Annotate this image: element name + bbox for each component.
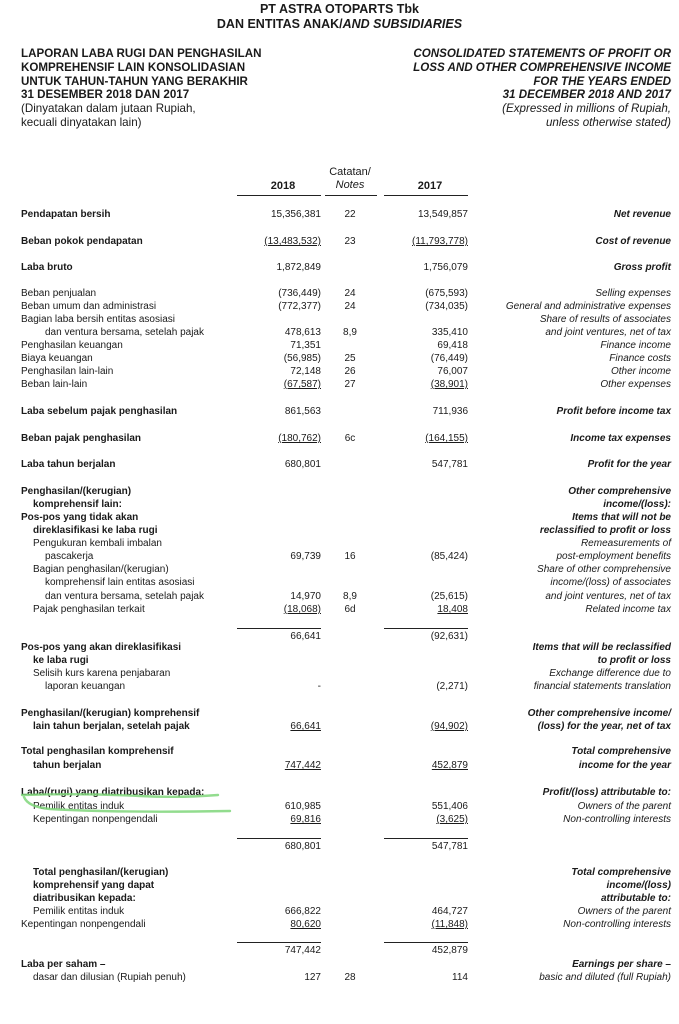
heading-en-line: (Expressed in millions of Rupiah, xyxy=(502,102,671,116)
statement-row xyxy=(0,261,679,274)
statement-row xyxy=(0,365,679,378)
value-2018: 747,442 xyxy=(284,945,321,956)
heading-id-line: KOMPREHENSIF LAIN KONSOLIDASIAN xyxy=(21,60,246,74)
value-2018: 80,620 xyxy=(290,919,321,930)
row-label-id: dasar dan dilusian (Rupiah penuh) xyxy=(33,972,186,983)
statement-row xyxy=(0,524,679,537)
row-label-id: Pos-pos yang akan direklasifikasi xyxy=(21,642,182,653)
value-2018: 15,356,381 xyxy=(270,209,321,220)
row-label-en: Owners of the parent xyxy=(577,801,671,812)
row-label-en: Other expenses xyxy=(600,379,671,390)
row-label-id: Kepentingan nonpengendali xyxy=(33,814,158,825)
value-2018: 680,801 xyxy=(284,459,321,470)
highlighter-stroke xyxy=(20,791,234,815)
note-ref: 23 xyxy=(344,236,356,247)
row-label-id: Pos-pos yang tidak akan xyxy=(21,512,139,523)
row-label-id: komprehensif lain entitas asosiasi xyxy=(45,577,195,588)
value-2018: 71,351 xyxy=(290,340,321,351)
statement-row xyxy=(0,745,679,758)
statement-row xyxy=(0,339,679,352)
row-label-en: financial statements translation xyxy=(533,681,671,692)
statement-row xyxy=(0,707,679,720)
note-ref: 22 xyxy=(344,209,356,220)
row-label-id: Pemilik entitas induk xyxy=(33,801,125,812)
row-label-en: Total comprehensive xyxy=(571,867,671,878)
statement-row xyxy=(0,511,679,524)
value-2018: (56,985) xyxy=(283,353,321,364)
statement-row xyxy=(0,576,679,589)
header-rule-2017 xyxy=(384,195,468,196)
row-label-en: Gross profit xyxy=(613,262,671,273)
heading-en-line: unless otherwise stated) xyxy=(545,115,671,129)
row-label-id: dan ventura bersama, setelah pajak xyxy=(45,591,204,602)
value-2018: 127 xyxy=(304,972,321,983)
row-label-en: Other comprehensive income/ xyxy=(527,708,671,719)
value-2018: (180,762) xyxy=(278,433,321,444)
row-label-id: Laba tahun berjalan xyxy=(21,459,116,470)
value-2017: (734,035) xyxy=(425,301,468,312)
note-ref: 24 xyxy=(344,301,356,312)
heading-id-line: kecuali dinyatakan lain) xyxy=(21,115,142,129)
heading-id-line: LAPORAN LABA RUGI DAN PENGHASILAN xyxy=(21,47,262,60)
statement-row xyxy=(0,405,679,418)
value-2018: - xyxy=(317,681,321,692)
value-2018: 680,801 xyxy=(284,841,321,852)
heading-id-line: 31 DESEMBER 2018 DAN 2017 xyxy=(21,88,190,102)
row-label-id: Beban pokok pendapatan xyxy=(21,236,143,247)
value-2018: 66,641 xyxy=(290,721,321,732)
row-label-en: and joint ventures, net of tax xyxy=(545,591,671,602)
note-ref: 6d xyxy=(344,604,356,615)
value-2017: 452,879 xyxy=(431,760,468,771)
subtotal-rule-2017 xyxy=(384,838,468,839)
value-2017: (675,593) xyxy=(425,288,468,299)
value-2018: 478,613 xyxy=(284,327,321,338)
subtotal-rule-2018 xyxy=(237,628,321,629)
row-label-id: Pemilik entitas induk xyxy=(33,906,125,917)
row-label-id: lain tahun berjalan, setelah pajak xyxy=(33,721,190,732)
value-2017: 452,879 xyxy=(431,945,468,956)
statement-row xyxy=(0,537,679,550)
row-label-id: Bagian laba bersih entitas asosiasi xyxy=(21,314,175,325)
value-2017: (25,615) xyxy=(430,591,468,602)
row-label-en: Related income tax xyxy=(585,604,671,615)
row-label-en: Selling expenses xyxy=(595,288,671,299)
note-ref: 24 xyxy=(344,288,356,299)
value-2017: (2,271) xyxy=(436,681,468,692)
statement-row xyxy=(0,866,679,879)
row-label-en: Non-controlling interests xyxy=(563,814,671,825)
statement-row xyxy=(0,287,679,300)
row-label-id: Penghasilan/(kerugian) komprehensif xyxy=(21,708,200,719)
heading-en-line: 31 DECEMBER 2018 AND 2017 xyxy=(502,88,671,102)
statement-row xyxy=(0,944,679,957)
company-subtitle-en: AND SUBSIDIARIES xyxy=(342,17,463,31)
note-ref: 8,9 xyxy=(343,327,357,338)
column-header-notes xyxy=(322,166,378,192)
row-label-id: Penghasilan keuangan xyxy=(21,340,123,351)
company-subtitle-id: DAN ENTITAS ANAK/ xyxy=(216,17,343,31)
value-2018: 666,822 xyxy=(284,906,321,917)
row-label-en: Remeasurements of xyxy=(580,538,671,549)
value-2017: 69,418 xyxy=(437,340,468,351)
note-ref: 26 xyxy=(344,366,356,377)
row-label-en: Owners of the parent xyxy=(577,906,671,917)
value-2017: 711,936 xyxy=(432,406,468,417)
note-ref: 28 xyxy=(344,972,356,983)
row-label-en: (loss) for the year, net of tax xyxy=(537,721,671,732)
value-2017: 18,408 xyxy=(437,604,468,615)
statement-row xyxy=(0,654,679,667)
row-label-en: Profit for the year xyxy=(587,459,671,470)
statement-row xyxy=(0,352,679,365)
row-label-en: Share of other comprehensive xyxy=(537,564,671,575)
statement-row xyxy=(0,641,679,654)
row-label-id: Laba per saham – xyxy=(21,959,106,970)
row-label-id: tahun berjalan xyxy=(33,760,102,771)
value-2017: 76,007 xyxy=(437,366,468,377)
statement-row xyxy=(0,958,679,971)
statement-row xyxy=(0,971,679,984)
note-ref: 6c xyxy=(344,433,356,444)
row-label-en: attributable to: xyxy=(601,893,671,904)
row-label-id: Beban pajak penghasilan xyxy=(21,433,142,444)
row-label-en: Income tax expenses xyxy=(570,433,671,444)
company-subtitle xyxy=(0,17,679,31)
row-label-id: Kepentingan nonpengendali xyxy=(21,919,146,930)
row-label-en: Other comprehensive xyxy=(568,486,671,497)
row-label-id: Total penghasilan/(kerugian) xyxy=(33,867,169,878)
row-label-en: Other income xyxy=(610,366,671,377)
value-2017: 13,549,857 xyxy=(417,209,468,220)
value-2018: (772,377) xyxy=(278,301,321,312)
statement-heading-id xyxy=(21,47,261,130)
statement-row xyxy=(0,378,679,391)
value-2017: (38,901) xyxy=(430,379,468,390)
note-ref: 8,9 xyxy=(343,591,357,602)
row-label-id: Bagian penghasilan/(kerugian) xyxy=(33,564,169,575)
row-label-en: Profit/(loss) attributable to: xyxy=(542,787,671,798)
heading-en-line: LOSS AND OTHER COMPREHENSIVE INCOME xyxy=(413,60,671,74)
header-rule-2018 xyxy=(237,195,321,196)
row-label-en: Net revenue xyxy=(613,209,671,220)
value-2018: 72,148 xyxy=(290,366,321,377)
value-2017: 547,781 xyxy=(431,459,468,470)
value-2017: (11,848) xyxy=(431,919,468,930)
value-2017: (85,424) xyxy=(430,551,468,562)
statement-heading-en xyxy=(413,47,671,130)
row-label-en: Share of results of associates xyxy=(539,314,671,325)
row-label-en: and joint ventures, net of tax xyxy=(545,327,671,338)
statement-row xyxy=(0,458,679,471)
statement-row xyxy=(0,759,679,772)
value-2017: (92,631) xyxy=(430,631,468,642)
subtotal-rule-2018 xyxy=(237,838,321,839)
value-2017: 547,781 xyxy=(431,841,468,852)
row-label-en: Earnings per share – xyxy=(572,959,671,970)
row-label-en: Items that will not be xyxy=(572,512,671,523)
row-label-id: Pengukuran kembali imbalan xyxy=(33,538,162,549)
statement-row xyxy=(0,313,679,326)
subtotal-rule-2017 xyxy=(384,628,468,629)
row-label-en: Cost of revenue xyxy=(595,236,671,247)
value-2017: 464,727 xyxy=(431,906,468,917)
note-ref: 16 xyxy=(344,551,356,562)
statement-row xyxy=(0,485,679,498)
row-label-en: income/(loss) of associates xyxy=(550,577,671,588)
value-2017: 114 xyxy=(452,972,468,983)
row-label-id: diatribusikan kepada: xyxy=(33,893,136,904)
value-2018: 14,970 xyxy=(290,591,321,602)
row-label-en: Total comprehensive xyxy=(571,746,671,757)
row-label-id: komprehensif yang dapat xyxy=(33,880,155,891)
value-2018: 610,985 xyxy=(284,801,321,812)
row-label-id: Pendapatan bersih xyxy=(21,209,111,220)
row-label-id: Penghasilan lain-lain xyxy=(21,366,114,377)
row-label-id: ke laba rugi xyxy=(33,655,89,666)
statement-row xyxy=(0,300,679,313)
value-2018: 747,442 xyxy=(284,760,321,771)
row-label-en: Exchange difference due to xyxy=(549,668,671,679)
value-2017: (11,793,778) xyxy=(412,236,468,247)
company-name: PT ASTRA OTOPARTS Tbk xyxy=(259,2,420,16)
statement-row xyxy=(0,235,679,248)
row-label-id: pascakerja xyxy=(45,551,94,562)
row-label-en: Items that will be reclassified xyxy=(532,642,671,653)
statement-row xyxy=(0,326,679,339)
statement-row xyxy=(0,498,679,511)
statement-row xyxy=(0,680,679,693)
row-label-en: reclassified to profit or loss xyxy=(539,525,671,536)
heading-en-line: CONSOLIDATED STATEMENTS OF PROFIT OR xyxy=(413,47,671,60)
row-label-id: Biaya keuangan xyxy=(21,353,93,364)
statement-row xyxy=(0,720,679,733)
value-2018: (13,483,532) xyxy=(264,236,321,247)
subtotal-rule-2017 xyxy=(384,942,468,943)
statement-row xyxy=(0,550,679,563)
row-label-id: Selisih kurs karena penjabaran xyxy=(33,668,171,679)
row-label-en: General and administrative expenses xyxy=(505,301,671,312)
row-label-id: Laba sebelum pajak penghasilan xyxy=(21,406,178,417)
row-label-en: Profit before income tax xyxy=(556,406,671,417)
row-label-id: direklasifikasi ke laba rugi xyxy=(33,525,158,536)
heading-id-line: UNTUK TAHUN-TAHUN YANG BERAKHIR xyxy=(21,74,248,88)
row-label-id: Laba bruto xyxy=(21,262,73,273)
row-label-id: Total penghasilan komprehensif xyxy=(21,746,174,757)
row-label-id: Beban umum dan administrasi xyxy=(21,301,157,312)
statement-row xyxy=(0,432,679,445)
note-ref: 27 xyxy=(344,379,356,390)
row-label-en: Non-controlling interests xyxy=(563,919,671,930)
value-2018: (18,068) xyxy=(283,604,321,615)
value-2017: (76,449) xyxy=(430,353,468,364)
row-label-id: dan ventura bersama, setelah pajak xyxy=(45,327,204,338)
statement-row xyxy=(0,918,679,931)
value-2018: 66,641 xyxy=(290,631,321,642)
row-label-en: basic and diluted (full Rupiah) xyxy=(539,972,671,983)
notes-header-bottom: Notes xyxy=(335,179,365,191)
value-2017: (164,155) xyxy=(425,433,468,444)
value-2018: (67,587) xyxy=(283,379,321,390)
statement-row xyxy=(0,590,679,603)
note-ref: 25 xyxy=(344,353,356,364)
row-label-id: Laba/(rugi) yang diatribusikan kepada: xyxy=(21,787,205,798)
row-label-id: Penghasilan/(kerugian) xyxy=(21,486,132,497)
row-label-en: income/(loss): xyxy=(603,499,671,510)
value-2017: (3,625) xyxy=(436,814,468,825)
row-label-en: Finance income xyxy=(600,340,671,351)
statement-row xyxy=(0,208,679,221)
value-2017: 335,410 xyxy=(431,327,468,338)
row-label-en: to profit or loss xyxy=(597,655,671,666)
row-label-id: komprehensif lain: xyxy=(33,499,122,510)
heading-en-line: FOR THE YEARS ENDED xyxy=(533,74,671,88)
statement-row xyxy=(0,879,679,892)
value-2018: 861,563 xyxy=(284,406,321,417)
row-label-en: income/(loss) xyxy=(606,880,671,891)
row-label-id: Beban lain-lain xyxy=(21,379,88,390)
statement-row xyxy=(0,563,679,576)
column-header-2017: 2017 xyxy=(417,180,443,192)
statement-row xyxy=(0,905,679,918)
value-2017: (94,902) xyxy=(430,721,468,732)
statement-row xyxy=(0,840,679,853)
value-2017: 1,756,079 xyxy=(423,262,468,273)
row-label-en: Finance costs xyxy=(609,353,671,364)
column-header-2018: 2018 xyxy=(270,180,296,192)
row-label-id: Pajak penghasilan terkait xyxy=(33,604,145,615)
header-rule-notes xyxy=(325,195,377,196)
subtotal-rule-2018 xyxy=(237,942,321,943)
row-label-id: Beban penjualan xyxy=(21,288,97,299)
value-2018: 1,872,849 xyxy=(276,262,321,273)
value-2018: 69,739 xyxy=(290,551,321,562)
value-2018: (736,449) xyxy=(278,288,321,299)
row-label-en: post-employment benefits xyxy=(556,551,671,562)
statement-row xyxy=(0,667,679,680)
row-label-id: laporan keuangan xyxy=(45,681,126,692)
value-2018: 69,816 xyxy=(290,814,321,825)
statement-row xyxy=(0,892,679,905)
statement-row xyxy=(0,603,679,616)
row-label-en: income for the year xyxy=(578,760,671,771)
notes-header-top: Catatan/ xyxy=(329,166,371,178)
heading-id-line: (Dinyatakan dalam jutaan Rupiah, xyxy=(21,102,196,116)
value-2017: 551,406 xyxy=(431,801,468,812)
